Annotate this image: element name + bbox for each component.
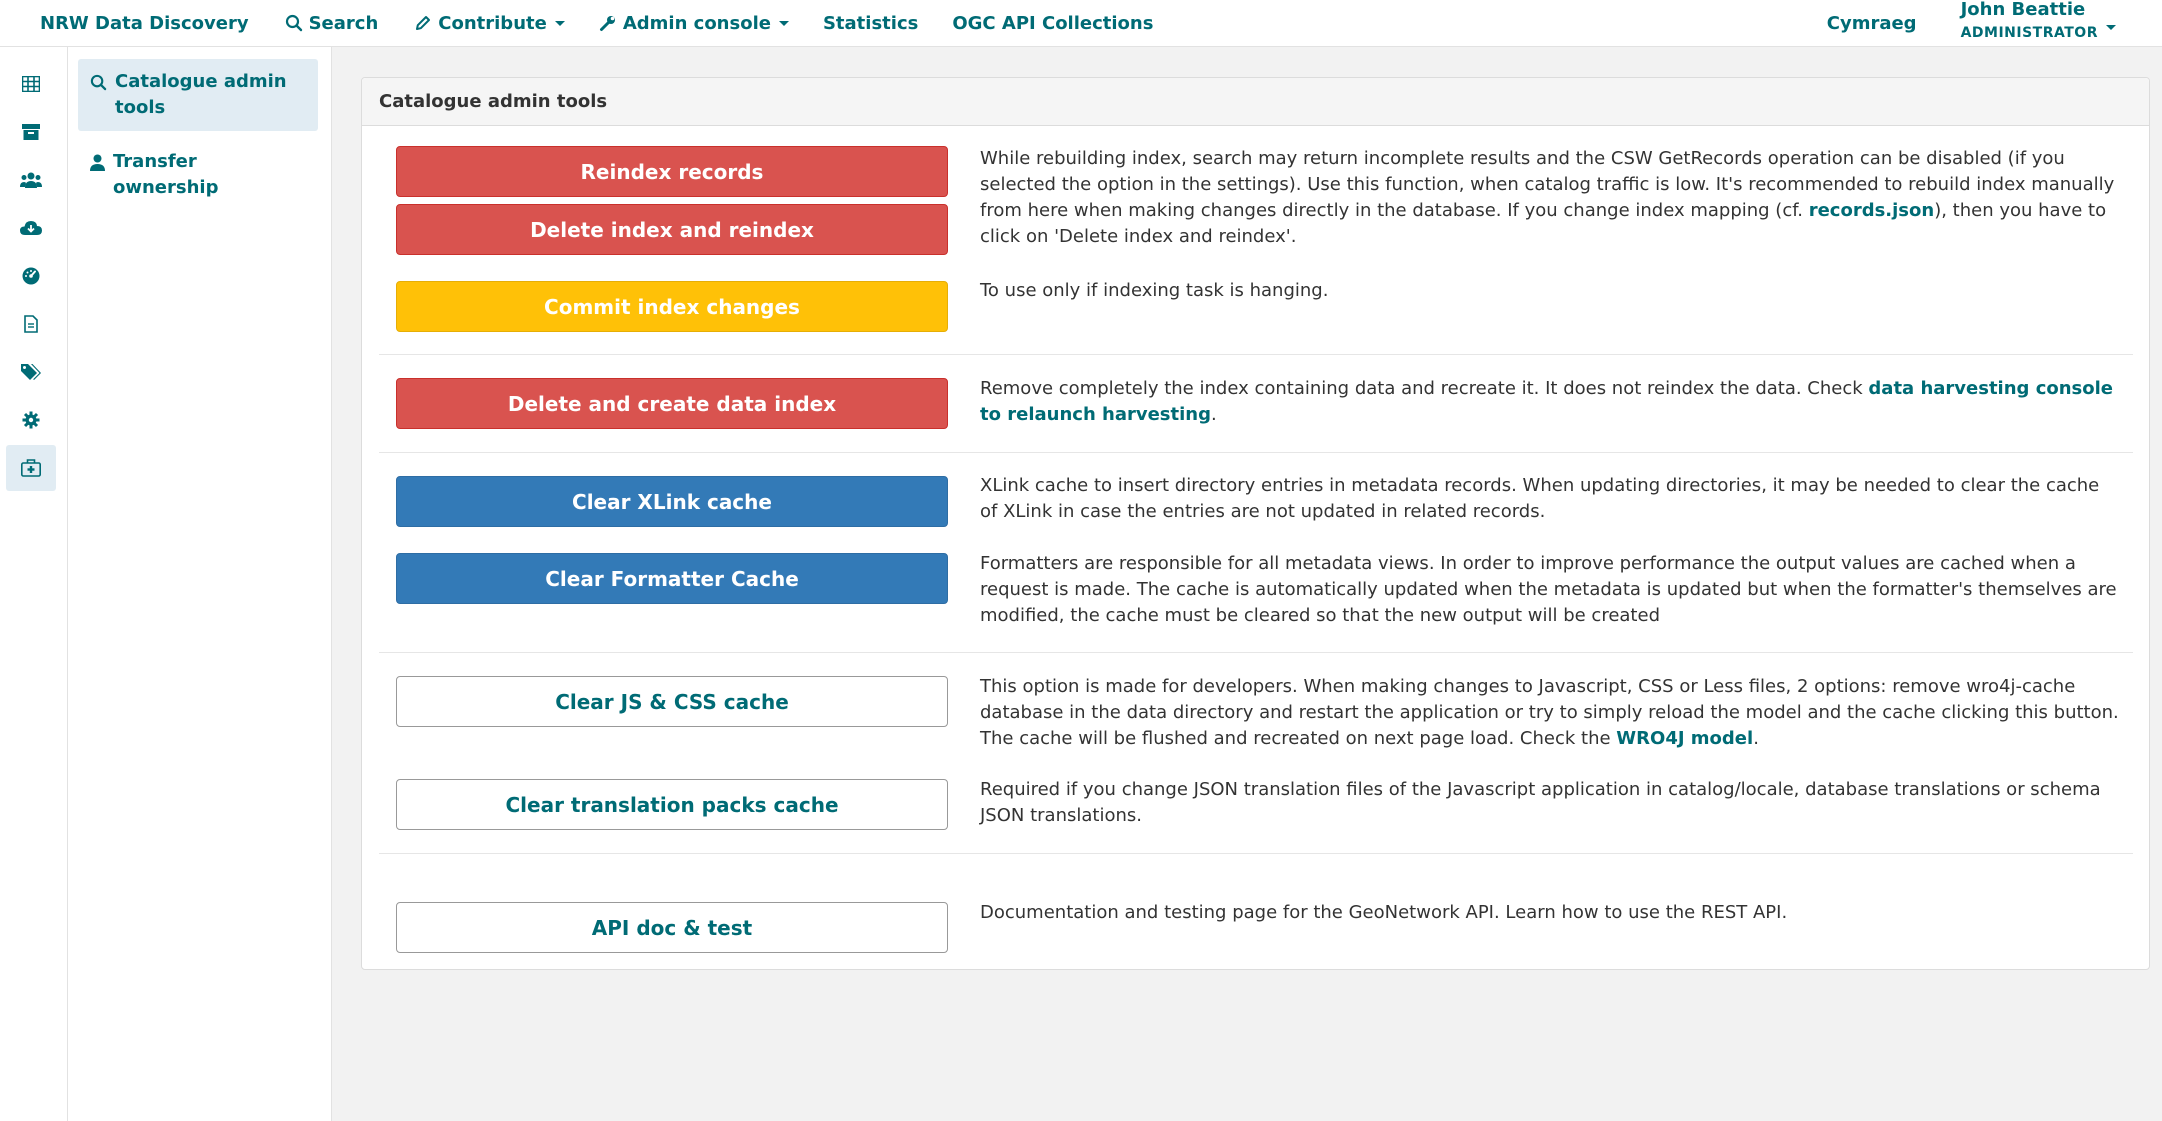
sidebar-item-settings[interactable]	[6, 397, 56, 443]
api-doc-test-button[interactable]: API doc & test	[396, 902, 948, 953]
wro4j-model-link[interactable]: WRO4J model	[1616, 728, 1754, 749]
user-menu[interactable]	[1960, 0, 2116, 41]
commit-index-changes-button[interactable]: Commit index changes	[396, 281, 948, 332]
icon-sidebar	[0, 47, 68, 1121]
clear-xlink-cache-button[interactable]: Clear XLink cache	[396, 476, 948, 527]
nav-right-group	[1827, 0, 2162, 47]
gear-icon	[22, 411, 40, 429]
divider	[379, 652, 2133, 653]
medkit-icon	[21, 459, 41, 477]
clear-js-css-cache-button[interactable]: Clear JS & CSS cache	[396, 676, 948, 727]
divider	[379, 853, 2133, 854]
cloud-download-icon	[20, 220, 42, 236]
sidebar-item-classification[interactable]	[6, 349, 56, 395]
user-name: John Beattie	[1960, 0, 2086, 20]
nav-contribute-label: Contribute	[438, 12, 547, 34]
language-switch[interactable]: Cymraeg	[1826, 12, 1917, 34]
chevron-down-icon	[2106, 25, 2116, 30]
translation-description: Required if you change JSON translation files of the Javascript application in catalog/locale, database translations or schema JSON translations.	[980, 779, 2101, 826]
submenu-item-catalogue-admin-tools[interactable]	[78, 59, 318, 131]
nav-admin-console[interactable]	[599, 0, 789, 47]
tags-icon	[21, 363, 41, 381]
jscss-description	[980, 674, 2120, 752]
sidebar-item-records[interactable]	[6, 61, 56, 107]
users-icon	[20, 172, 42, 188]
clear-translation-packs-cache-button[interactable]: Clear translation packs cache	[396, 779, 948, 830]
sidebar-item-reports[interactable]	[6, 301, 56, 347]
divider	[379, 452, 2133, 453]
table-icon	[22, 76, 40, 92]
submenu-item-label: Transfer ownership	[113, 151, 219, 198]
nav-ogc-api-collections[interactable]: OGC API Collections	[952, 12, 1154, 34]
reindex-description-text-end: ), then you have to click on 'Delete index and reindex'.	[980, 200, 2107, 247]
data-index-description-text: Remove completely the index containing data and recreate it. It does not reindex the data. Check	[980, 378, 1869, 399]
api-description: Documentation and testing page for the GeoNetwork API. Learn how to use the REST API.	[980, 902, 1788, 923]
nav-search-label: Search	[308, 12, 379, 34]
dashboard-icon	[22, 267, 40, 285]
top-navbar	[0, 0, 2162, 47]
chevron-down-icon	[555, 21, 565, 26]
user-icon	[90, 154, 105, 171]
chevron-down-icon	[779, 21, 789, 26]
wrench-icon	[599, 14, 617, 32]
reindex-description	[980, 146, 2120, 250]
xlink-description: XLink cache to insert directory entries in metadata records. When updating directories, it may be needed to clear the cache of XLink in case the entries are not updated in related records.	[980, 475, 2100, 522]
sidebar-item-users[interactable]	[6, 157, 56, 203]
brand-link[interactable]: NRW Data Discovery	[40, 12, 249, 34]
jscss-description-end: .	[1753, 728, 1759, 749]
data-index-description	[980, 376, 2120, 428]
file-icon	[24, 315, 38, 333]
divider	[379, 354, 2133, 355]
nav-statistics[interactable]: Statistics	[822, 12, 919, 34]
user-role: ADMINISTRATOR	[1960, 25, 2098, 41]
jscss-description-text: This option is made for developers. When making changes to Javascript, CSS or Less files, 2 options: remove wro4j-cache database in the data directory and restart the application or try to simply reload the model and the cache clicking this button. The cache will be flushed and recreated on next page load. Check the	[980, 676, 2119, 749]
nav-search[interactable]	[285, 0, 379, 47]
nav-contribute[interactable]	[414, 0, 565, 47]
commit-description: To use only if indexing task is hanging.	[980, 280, 1329, 301]
nav-admin-console-label: Admin console	[622, 12, 771, 34]
data-harvesting-console-link[interactable]: data harvesting console to relaunch harvesting	[980, 378, 2113, 425]
sidebar-item-archive[interactable]	[6, 109, 56, 155]
sidebar-item-tools[interactable]	[6, 445, 56, 491]
reindex-records-button[interactable]: Reindex records	[396, 146, 948, 197]
search-icon	[285, 14, 303, 32]
reindex-description-text: While rebuilding index, search may return incomplete results and the CSW GetRecords operation can be disabled (if you selected the option in the settings). Use this function, when catalog traffic is low. It's recommended to rebuild index manually from here when making changes directly in the database. If you change index mapping (cf.	[980, 148, 2115, 221]
pencil-icon	[414, 14, 432, 32]
search-icon	[90, 74, 107, 91]
submenu-item-transfer-ownership[interactable]	[78, 139, 318, 211]
clear-formatter-cache-button[interactable]: Clear Formatter Cache	[396, 553, 948, 604]
submenu-item-label: Catalogue admin tools	[115, 71, 287, 118]
sidebar-item-dashboard[interactable]	[6, 253, 56, 299]
delete-create-data-index-button[interactable]: Delete and create data index	[396, 378, 948, 429]
archive-icon	[22, 124, 40, 140]
records-json-link[interactable]: records.json	[1808, 200, 1935, 221]
data-index-description-end: .	[1211, 404, 1217, 425]
admin-tools-panel	[361, 77, 2150, 970]
sidebar-item-harvesting[interactable]	[6, 205, 56, 251]
panel-title: Catalogue admin tools	[362, 78, 2149, 126]
formatter-description: Formatters are responsible for all metadata views. In order to improve performance the output values are cached when a request is made. The cache is automatically updated when the metadata is updated but when the formatter's themselves are modified, the cache must be cleared so that the new output will be created	[980, 553, 2117, 626]
delete-index-reindex-button[interactable]: Delete index and reindex	[396, 204, 948, 255]
admin-submenu	[68, 47, 332, 1121]
